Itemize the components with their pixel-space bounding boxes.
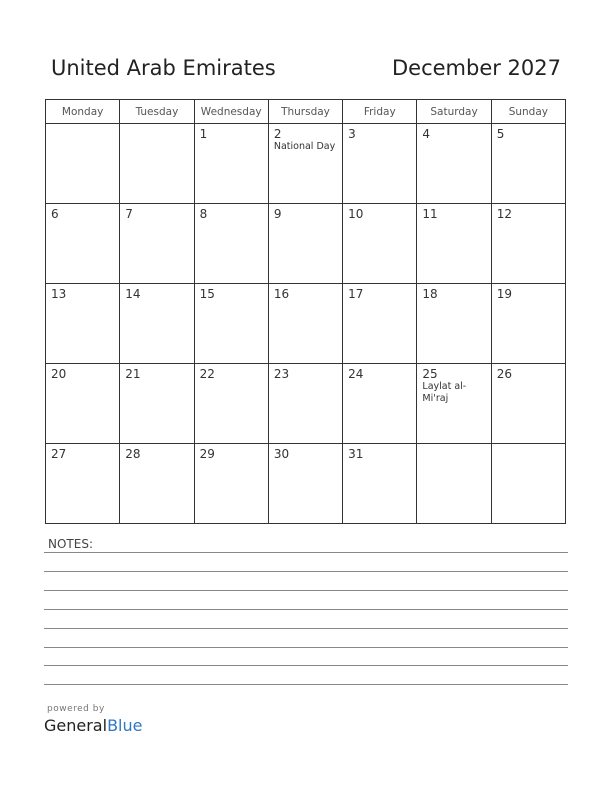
day-cell xyxy=(417,284,491,364)
day-number: 29 xyxy=(199,447,215,461)
notes-line xyxy=(44,609,568,610)
calendar-grid xyxy=(45,99,566,524)
day-cell xyxy=(491,124,565,204)
day-cell xyxy=(120,444,194,524)
day-number: 28 xyxy=(125,447,141,461)
holiday-label: Laylat al-Mi'raj xyxy=(422,381,467,404)
notes-line xyxy=(44,628,568,629)
notes-line xyxy=(44,647,568,648)
day-cell xyxy=(491,284,565,364)
country-title: United Arab Emirates xyxy=(51,56,276,80)
day-number: 26 xyxy=(496,367,512,381)
day-number: 9 xyxy=(273,207,282,221)
holiday-label: National Day xyxy=(273,141,336,152)
day-cell xyxy=(46,284,120,364)
day-cell xyxy=(491,364,565,444)
day-number: 22 xyxy=(199,367,215,381)
day-cell xyxy=(46,364,120,444)
notes-line xyxy=(44,590,568,591)
day-number: 14 xyxy=(125,287,141,301)
brand-blue: Blue xyxy=(107,716,143,735)
day-cell xyxy=(491,204,565,284)
day-cell xyxy=(194,284,268,364)
day-cell xyxy=(417,204,491,284)
day-cell xyxy=(417,124,491,204)
day-number: 24 xyxy=(348,367,364,381)
weekday-sunday: Sunday xyxy=(491,100,565,124)
day-number: 7 xyxy=(125,207,133,221)
day-cell xyxy=(46,444,120,524)
notes-line xyxy=(44,684,568,685)
day-cell xyxy=(343,124,417,204)
weekday-tuesday: Tuesday xyxy=(120,100,194,124)
day-cell xyxy=(417,364,491,444)
week-row xyxy=(46,284,566,364)
day-number: 27 xyxy=(51,447,67,461)
day-number: 10 xyxy=(348,207,364,221)
notes-line xyxy=(44,571,568,572)
weekday-monday: Monday xyxy=(46,100,120,124)
day-number: 19 xyxy=(496,287,512,301)
day-number: 23 xyxy=(273,367,290,381)
week-row xyxy=(46,364,566,444)
day-cell xyxy=(343,204,417,284)
day-cell xyxy=(120,204,194,284)
day-number: 3 xyxy=(348,127,356,141)
day-number: 17 xyxy=(348,287,364,301)
week-row xyxy=(46,124,566,204)
day-cell xyxy=(194,444,268,524)
day-cell xyxy=(46,124,120,204)
brand-logo xyxy=(44,716,142,735)
day-number: 16 xyxy=(273,287,290,301)
day-cell xyxy=(343,284,417,364)
day-cell xyxy=(268,364,342,444)
brand-general: General xyxy=(44,716,108,735)
day-cell xyxy=(194,364,268,444)
day-number: 6 xyxy=(51,207,59,221)
notes-line xyxy=(44,665,568,666)
day-cell xyxy=(268,124,342,204)
day-cell xyxy=(491,444,565,524)
weekday-header-row xyxy=(46,100,566,124)
powered-by-text: powered by xyxy=(47,704,105,714)
day-number: 5 xyxy=(496,127,505,141)
day-cell xyxy=(194,124,268,204)
day-cell xyxy=(120,124,194,204)
month-title: December 2027 xyxy=(391,56,561,80)
day-cell xyxy=(268,444,342,524)
weekday-thursday: Thursday xyxy=(268,100,342,124)
day-number: 30 xyxy=(273,447,290,461)
day-cell xyxy=(343,444,417,524)
week-row xyxy=(46,444,566,524)
day-number: 18 xyxy=(422,287,438,301)
day-number: 15 xyxy=(199,287,215,301)
day-cell xyxy=(194,204,268,284)
notes-line xyxy=(44,552,568,553)
day-number: 12 xyxy=(496,207,512,221)
weekday-wednesday: Wednesday xyxy=(194,100,268,124)
day-cell xyxy=(268,284,342,364)
day-number: 20 xyxy=(51,367,67,381)
notes-label: NOTES: xyxy=(48,537,93,551)
day-number: 21 xyxy=(125,367,141,381)
day-number: 25 xyxy=(422,367,438,381)
day-number: 13 xyxy=(51,287,67,301)
day-cell xyxy=(120,284,194,364)
weekday-saturday: Saturday xyxy=(417,100,491,124)
day-number: 31 xyxy=(348,447,364,461)
day-number: 8 xyxy=(199,207,208,221)
day-cell xyxy=(343,364,417,444)
day-cell xyxy=(120,364,194,444)
day-cell xyxy=(268,204,342,284)
day-number: 11 xyxy=(422,207,438,221)
day-number: 2 xyxy=(273,127,282,141)
day-number: 4 xyxy=(422,127,431,141)
weekday-friday: Friday xyxy=(343,100,417,124)
day-number: 1 xyxy=(199,127,208,141)
day-cell xyxy=(46,204,120,284)
week-row xyxy=(46,204,566,284)
day-cell xyxy=(417,444,491,524)
